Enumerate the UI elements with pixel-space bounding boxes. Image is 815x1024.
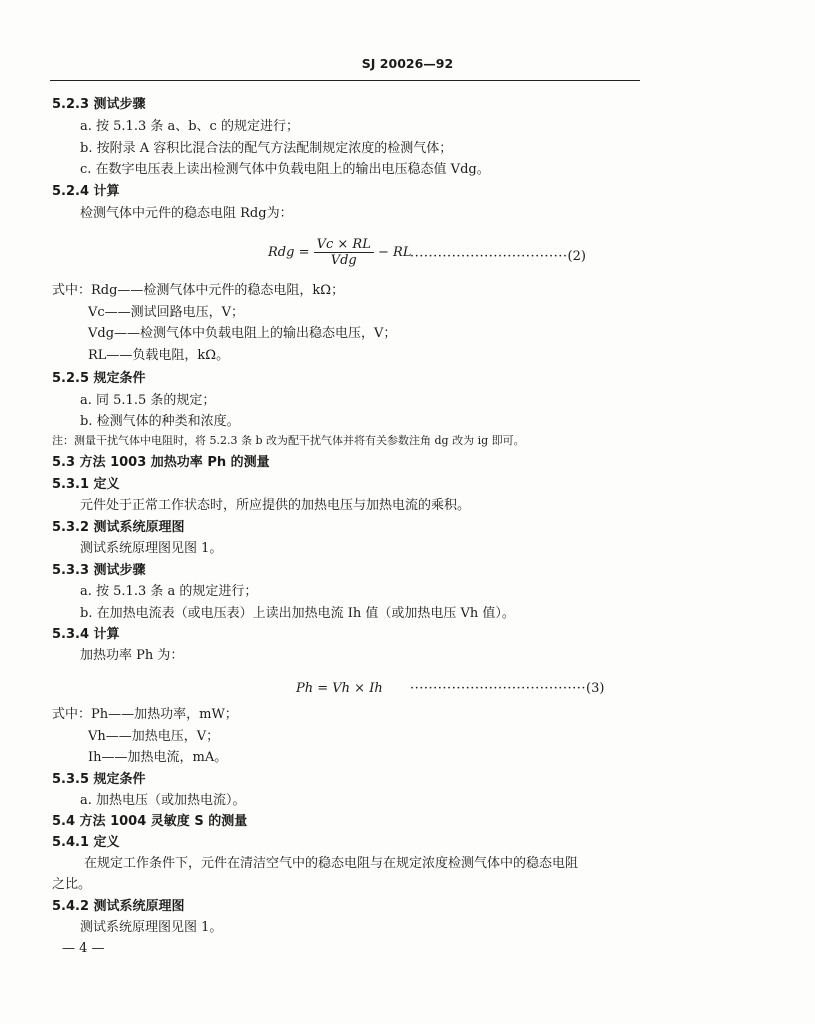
header-rule [50, 80, 640, 81]
section-5-4-1-heading: 5.4.1 定义 [52, 835, 120, 850]
where-rl: RL——负载电阻，kΩ。 [88, 348, 230, 363]
eq2-fraction [314, 238, 374, 267]
equation-3: Ph = Vh × Ih [296, 681, 383, 696]
step-b: b. 按附录 A 容积比混合法的配气方法配制规定浓度的检测气体； [80, 141, 453, 156]
section-5-3-2-heading: 5.3.2 测试系统原理图 [52, 520, 185, 535]
sensitivity-def-2: 之比。 [52, 877, 92, 892]
eq2-lhs: Rdg = [268, 245, 310, 260]
section-5-3-1-heading: 5.3.1 定义 [52, 477, 120, 492]
section-5-3-4-heading: 5.3.4 计算 [52, 627, 120, 642]
sensitivity-def-1: 在规定工作条件下，元件在清洁空气中的稳态电阻与在规定浓度检测气体中的稳态电阻 [84, 856, 579, 871]
step-a: a. 按 5.1.3 条 a、b、c 的规定进行； [80, 119, 299, 134]
section-5-2-4-heading: 5.2.4 计算 [52, 184, 120, 199]
step-a-2: a. 按 5.1.3 条 a 的规定进行； [80, 584, 258, 599]
where-rdg: 式中：Rdg——检测气体中元件的稳态电阻，kΩ； [52, 283, 345, 298]
power-intro: 加热功率 Ph 为： [80, 648, 184, 663]
section-5-2-5-heading: 5.2.5 规定条件 [52, 371, 146, 386]
section-5-3-heading: 5.3 方法 1003 加热功率 Ph 的测量 [52, 455, 270, 470]
where-vh: Vh——加热电压，V； [88, 729, 220, 744]
diagram-ref-2: 测试系统原理图见图 1。 [80, 920, 223, 935]
eq2-denominator: Vdg [330, 253, 357, 268]
section-5-4-heading: 5.4 方法 1004 灵敏度 S 的测量 [52, 814, 248, 829]
step-c: c. 在数字电压表上读出检测气体中负载电阻上的输出电压稳态值 Vdg。 [80, 162, 490, 177]
note: 注：测量干扰气体中电阻时，将 5.2.3 条 b 改为配干扰气体并将有关参数注角 dg 改为 ig 即可。 [52, 434, 525, 447]
definition-text: 元件处于正常工作状态时，所应提供的加热电压与加热电流的乘积。 [80, 498, 471, 513]
condition-a-2: a. 加热电压（或加热电流）。 [80, 793, 246, 808]
diagram-ref: 测试系统原理图见图 1。 [80, 541, 223, 556]
equation-2 [268, 238, 411, 267]
page-number: — 4 — [62, 941, 105, 956]
eq2-numerator: Vc × RL [314, 238, 374, 253]
condition-b: b. 检测气体的种类和浓度。 [80, 414, 240, 429]
eq3-number: ······································(3) [410, 681, 605, 696]
step-b-2: b. 在加热电流表（或电压表）上读出加热电流 Ih 值（或加热电压 Vh 值）。 [80, 606, 515, 621]
condition-a: a. 同 5.1.5 条的规定； [80, 393, 216, 408]
standard-number-header: SJ 20026—92 [361, 56, 454, 71]
section-5-4-2-heading: 5.4.2 测试系统原理图 [52, 899, 185, 914]
section-5-2-3-heading: 5.2.3 测试步骤 [52, 97, 146, 112]
calc-intro: 检测气体中元件的稳态电阻 Rdg为： [80, 206, 293, 221]
where-vdg: Vdg——检测气体中负载电阻上的输出稳态电压，V； [88, 326, 397, 341]
where-ph: 式中：Ph——加热功率，mW； [52, 707, 238, 722]
section-5-3-5-heading: 5.3.5 规定条件 [52, 772, 146, 787]
eq2-number: ··································(2) [410, 249, 586, 264]
eq2-rhs: − RL [378, 245, 412, 260]
section-5-3-3-heading: 5.3.3 测试步骤 [52, 563, 146, 578]
where-ih: Ih——加热电流，mA。 [88, 750, 228, 765]
where-vc: Vc——测试回路电压，V； [88, 305, 245, 320]
